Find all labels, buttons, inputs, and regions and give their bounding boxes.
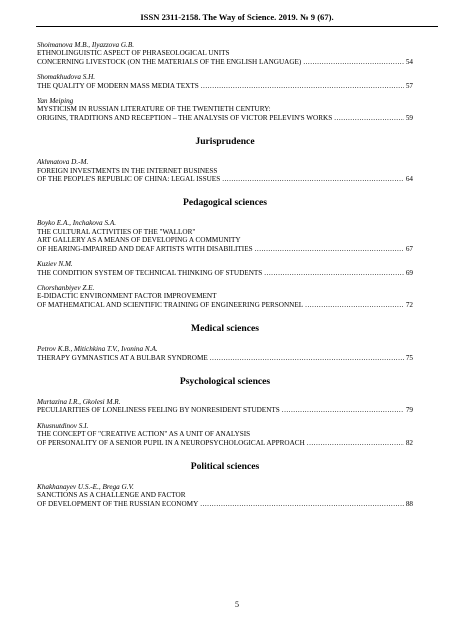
entry-title-last-line — [37, 82, 413, 90]
entry-page-number: 82 — [405, 438, 413, 447]
header-divider — [36, 26, 438, 27]
dot-leader — [201, 82, 404, 90]
dot-leader — [255, 245, 404, 253]
entry-authors: Akhmatova D.-M. — [37, 158, 89, 167]
dot-leader — [307, 439, 404, 447]
entry-authors: Chorshanbiyev Z.E. — [37, 283, 95, 292]
toc-entry — [37, 219, 413, 253]
entry-title-text: CONCERNING LIVESTOCK (ON THE MATERIALS OF THE ENGLISH LANGUAGE) — [37, 57, 302, 66]
section-heading: Pedagogical sciences — [183, 197, 267, 209]
entry-title-text: OF THE PEOPLE'S REPUBLIC OF CHINA: LEGAL ISSUES — [37, 175, 221, 184]
entry-authors: Khakhanayev U.S.-E., Brega G.V. — [37, 482, 134, 491]
toc-entry — [37, 345, 413, 362]
entry-title-text: ORIGINS, TRADITIONS AND RECEPTION – THE ANALYSIS OF VICTOR PELEVIN'S WORKS — [37, 113, 333, 122]
entry-authors: Petrov K.B., Mitichkina T.V., Ivonina N.A. — [37, 345, 158, 354]
section-heading: Medical sciences — [191, 323, 259, 335]
entry-title-text: THE QUALITY OF MODERN MASS MEDIA TEXTS — [37, 81, 199, 90]
entry-title-last-line — [37, 114, 413, 122]
toc-entry — [37, 398, 413, 415]
entry-authors: Murtazina I.R., Gkolesi M.R. — [37, 397, 121, 406]
toc-entry — [37, 73, 413, 90]
entry-title-text: OF HEARING-IMPAIRED AND DEAF ARTISTS WITH DISABILITIES — [37, 244, 253, 253]
entry-title-text: PECULIARITIES OF LONELINESS FEELING BY NONRESIDENT STUDENTS — [37, 406, 280, 415]
entry-title-line: ETHNOLINGUISTIC ASPECT OF PHRASEOLOGICAL UNITS — [37, 49, 230, 58]
entry-title-text: THERAPY GYMNASTICS AT A BULBAR SYNDROME — [37, 353, 208, 362]
entry-page-number: 88 — [405, 499, 413, 508]
entry-page-number: 75 — [405, 353, 413, 362]
toc-entry — [37, 41, 413, 66]
toc-entry — [37, 284, 413, 309]
table-of-contents — [37, 41, 413, 515]
entry-title-text: OF DEVELOPMENT OF THE RUSSIAN ECONOMY — [37, 499, 199, 508]
toc-entry — [37, 260, 413, 277]
entry-title-line: MYSTICISM IN RUSSIAN LITERATURE OF THE TWENTIETH CENTURY: — [37, 105, 271, 114]
toc-entry — [37, 158, 413, 183]
entry-page-number: 54 — [405, 57, 413, 66]
dot-leader — [334, 114, 404, 122]
toc-entry — [37, 97, 413, 122]
entry-authors: Yan Meiping — [37, 97, 74, 106]
entry-title-text: THE CONDITION SYSTEM OF TECHNICAL THINKING OF STUDENTS — [37, 268, 263, 277]
entry-page-number: 59 — [405, 113, 413, 122]
entry-title-line: THE CONCEPT OF "CREATIVE ACTION" AS A UNIT OF ANALYSIS — [37, 430, 251, 439]
section-heading: Jurisprudence — [195, 136, 255, 148]
entry-title-last-line — [37, 269, 413, 277]
entry-page-number: 69 — [405, 268, 413, 277]
entry-title-last-line — [37, 301, 413, 309]
entry-title-last-line — [37, 354, 413, 362]
toc-entry — [37, 422, 413, 447]
entry-page-number: 64 — [405, 175, 413, 184]
entry-title-line: SANCTIONS AS A CHALLENGE AND FACTOR — [37, 491, 186, 500]
entry-title-line: E-DIDACTIC ENVIRONMENT FACTOR IMPROVEMENT — [37, 292, 217, 301]
dot-leader — [303, 58, 403, 66]
dot-leader — [200, 500, 404, 508]
entry-title-last-line — [37, 245, 413, 253]
entry-title-last-line — [37, 58, 413, 66]
dot-leader — [282, 406, 404, 414]
entry-title-last-line — [37, 500, 413, 508]
journal-header: ISSN 2311-2158. The Way of Science. 2019. № 9 (67). — [140, 12, 334, 22]
entry-page-number: 72 — [405, 300, 413, 309]
toc-entry — [37, 483, 413, 508]
entry-authors: Shoimanova M.B., Ilyazzova G.B. — [37, 41, 135, 49]
entry-page-number: 67 — [405, 244, 413, 253]
entry-authors: Khusnutdinov S.I. — [37, 421, 89, 430]
entry-title-text: OF PERSONALITY OF A SENIOR PUPIL IN A NEUROPSYCHOLOGICAL APPROACH — [37, 438, 305, 447]
entry-title-last-line — [37, 439, 413, 447]
entry-page-number: 79 — [405, 406, 413, 415]
entry-title-last-line — [37, 406, 413, 414]
dot-leader — [210, 354, 404, 362]
entry-title-text: OF MATHEMATICAL AND SCIENTIFIC TRAINING OF ENGINEERING PERSONNEL — [37, 300, 304, 309]
entry-authors: Kuziev N.M. — [37, 260, 73, 269]
entry-authors: Boyko E.A., Inchakova S.A. — [37, 219, 117, 228]
entry-page-number: 57 — [405, 81, 413, 90]
page-number: 5 — [235, 600, 239, 609]
dot-leader — [305, 301, 404, 309]
entry-title-line: ART GALLERY AS A MEANS OF DEVELOPING A COMMUNITY — [37, 236, 241, 245]
dot-leader — [222, 175, 404, 183]
dot-leader — [264, 269, 404, 277]
entry-title-line: FOREIGN INVESTMENTS IN THE INTERNET BUSINESS — [37, 166, 218, 175]
section-heading: Psychological sciences — [179, 375, 271, 387]
entry-authors: Shomakhudova S.H. — [37, 73, 96, 82]
entry-title-last-line — [37, 175, 413, 183]
section-heading: Political sciences — [190, 460, 260, 472]
entry-title-line: THE CULTURAL ACTIVITIES OF THE "WALLOR" — [37, 227, 196, 236]
